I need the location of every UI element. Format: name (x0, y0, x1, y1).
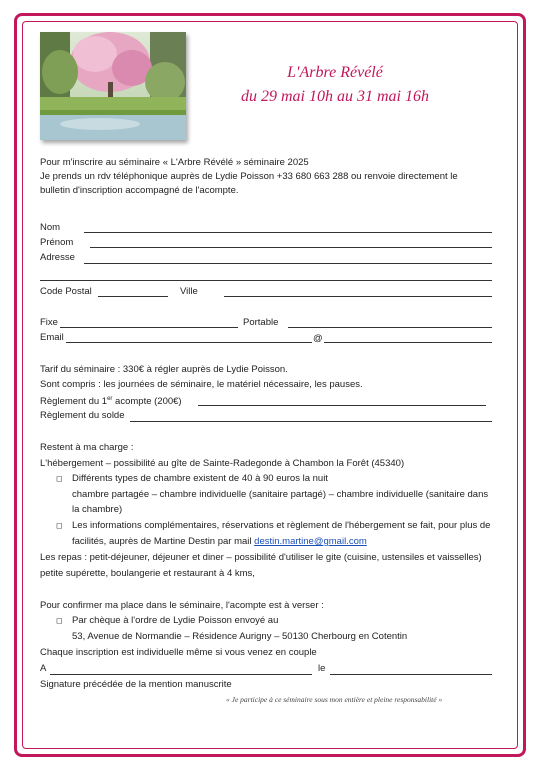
seminar-dates: du 29 mai 10h au 31 mai 16h (241, 88, 429, 105)
email-domain-field[interactable] (324, 342, 492, 343)
tarif-line: Tarif du séminaire : 330€ à régler auprès de Lydie Poisson. (40, 364, 288, 375)
acompte-label (40, 393, 182, 408)
adresse-label: Adresse (40, 252, 75, 263)
code-postal-label: Code Postal (40, 286, 92, 297)
lieu-label: A (40, 663, 47, 674)
infos-line-2 (72, 535, 367, 548)
date-field[interactable] (330, 674, 492, 675)
code-postal-field[interactable] (98, 296, 168, 297)
ville-label: Ville (180, 286, 198, 297)
prenom-label: Prénom (40, 237, 74, 248)
compris-line: Sont compris : les journées de séminaire, le matériel nécessaire, les pauses. (40, 379, 363, 390)
adresse-field[interactable] (84, 263, 492, 264)
infos-line-1: Les informations complémentaires, réservations et règlement de l'hébergement se fait, pour plus de (72, 520, 491, 531)
confirm-line: Pour confirmer ma place dans le séminaire, l'acompte est à verser : (40, 600, 324, 611)
chambre-options-line-2: la chambre) (72, 504, 123, 515)
adresse-field-2[interactable] (40, 280, 492, 281)
email-user-field[interactable] (66, 342, 312, 343)
fixe-label: Fixe (40, 317, 58, 328)
hebergement-line: L'hébergement – possibilité au gîte de Sainte-Radegonde à Chambon la Forêt (45340) (40, 458, 405, 469)
acompte-suffix: acompte (200€) (112, 396, 182, 408)
intro-line-1: Pour m'inscrire au séminaire « L'Arbre Révélé » séminaire 2025 (40, 157, 309, 168)
mention-manuscrite: « Je participe à ce séminaire sous mon entière et pleine responsabilité » (226, 695, 443, 704)
tree-garden-illustration (40, 32, 186, 140)
intro-line-2: Je prends un rdv téléphonique auprès de Lydie Poisson +33 680 663 288 ou renvoie directement le (40, 171, 458, 182)
fixe-field[interactable] (60, 327, 238, 328)
bullet-icon: ◻ (56, 616, 63, 625)
date-label: le (318, 663, 326, 674)
solde-label: Règlement du solde (40, 410, 125, 421)
seminar-title: L'Arbre Révélé (287, 64, 383, 81)
acompte-field[interactable] (198, 405, 486, 406)
charge-heading: Restent à ma charge : (40, 442, 134, 453)
bullet-icon: ◻ (56, 521, 63, 530)
solde-field[interactable] (130, 421, 492, 422)
repas-line-1: Les repas : petit-déjeuner, déjeuner et diner – possibilité d'utiliser le gite (cuisine, ustensiles et vaisselles) (40, 552, 482, 563)
individuelle-line: Chaque inscription est individuelle même si vous venez en couple (40, 647, 317, 658)
cheque-line: Par chèque à l'ordre de Lydie Poisson envoyé au (72, 615, 279, 626)
chambre-types-line: Différents types de chambre existent de 40 à 90 euros la nuit (72, 473, 328, 484)
lieu-field[interactable] (50, 674, 312, 675)
bullet-icon: ◻ (56, 474, 63, 483)
ville-field[interactable] (224, 296, 492, 297)
signature-label: Signature précédée de la mention manuscrite (40, 679, 232, 690)
email-label: Email (40, 332, 64, 343)
email-at-sign: @ (313, 333, 323, 344)
nom-field[interactable] (84, 232, 492, 233)
prenom-field[interactable] (90, 247, 492, 248)
martine-email-link[interactable]: destin.martine@gmail.com (254, 536, 367, 547)
acompte-prefix: Règlement du 1 (40, 396, 108, 408)
nom-label: Nom (40, 222, 61, 233)
portable-label: Portable (243, 317, 279, 328)
acompte-sup: er (107, 396, 113, 402)
intro-line-3: bulletin d'inscription accompagné de l'acompte. (40, 185, 239, 196)
chambre-options-line: chambre partagée – chambre individuelle (sanitaire partagé) – chambre individuelle (sanitaire dans (72, 489, 489, 500)
repas-line-2: petite supérette, boulangerie et restaurant à 4 kms, (40, 568, 255, 579)
infos-line-2-text: facilités, auprès de Martine Destin par mail (72, 536, 255, 547)
address-line: 53, Avenue de Normandie – Résidence Aurigny – 50130 Cherbourg en Cotentin (72, 631, 408, 642)
tree-garden-photo (40, 32, 186, 140)
portable-field[interactable] (288, 327, 492, 328)
